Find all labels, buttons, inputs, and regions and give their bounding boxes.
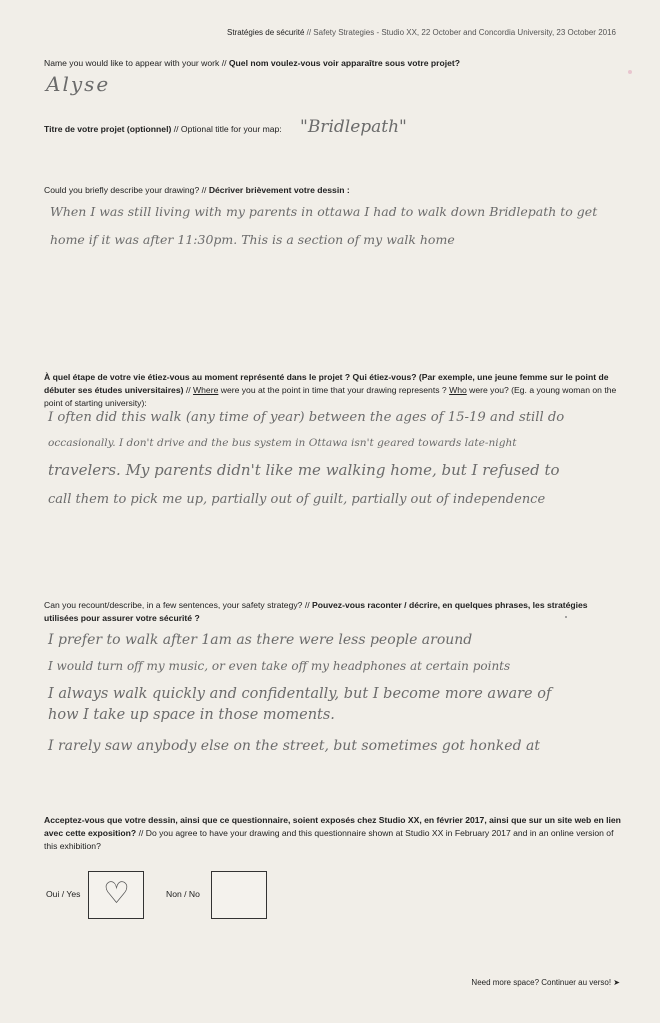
answer-description-line: home if it was after 11:30pm. This is a section of my walk home <box>50 232 455 247</box>
separator: // <box>136 828 146 838</box>
header-title-en: // Safety Strategies - Studio XX, 22 October and Concordia University, 23 October 2016 <box>306 28 616 37</box>
separator: // <box>219 58 229 68</box>
question-life-stage-en-who: Who <box>449 385 467 395</box>
question-life-stage-en-part: were you at the point in time that your drawing represents ? <box>218 385 450 395</box>
question-life-stage-en-part: were you? (Eg. a young woman on the point of starting university): <box>44 385 617 408</box>
page-footer <box>471 978 620 987</box>
consent-no-box[interactable] <box>211 871 267 919</box>
question-life-stage-en-where: Where <box>193 385 219 395</box>
heart-icon: ♡ <box>103 876 130 911</box>
consent-yes-label: Oui / Yes <box>46 889 81 899</box>
question-safety-strategy <box>44 599 624 625</box>
question-safety-strategy-fr: Pouvez-vous raconter / décrire, en quelques phrases, les stratégies utilisées pour assurer votre sécurité ? <box>44 600 588 623</box>
question-description-fr: Décriver brièvement votre dessin : <box>208 185 350 195</box>
question-name <box>44 57 624 70</box>
question-name-fr: Quel nom voulez-vous voir apparaître sous votre projet? <box>228 58 460 68</box>
answer-safety-line: I prefer to walk after 1am as there were less people around <box>48 632 473 648</box>
header-title-fr: Stratégies de sécurité <box>227 28 305 37</box>
question-life-stage <box>44 371 624 410</box>
question-description <box>44 184 624 197</box>
consent-no-label: Non / No <box>166 889 200 899</box>
page-header <box>227 28 616 37</box>
answer-safety-line: I rarely saw anybody else on the street, but sometimes got honked at <box>48 738 540 754</box>
answer-life-stage-line: travelers. My parents didn't like me walking home, but I refused to <box>48 461 560 479</box>
answer-name: Alyse <box>46 72 111 96</box>
answer-title: "Bridlepath" <box>300 117 407 137</box>
question-title-fr: Titre de votre projet (optionnel) <box>44 124 172 134</box>
consent-yes-box[interactable] <box>88 871 144 919</box>
question-consent <box>44 814 624 853</box>
separator: // <box>302 600 312 610</box>
separator: // <box>183 385 194 395</box>
question-name-en: Name you would like to appear with your work <box>44 58 220 68</box>
answer-life-stage-line: occasionally. I don't drive and the bus system in Ottawa isn't geared towards late-night <box>48 437 517 449</box>
answer-life-stage-line: call them to pick me up, partially out of guilt, partially out of independence <box>48 492 546 507</box>
answer-safety-line: I would turn off my music, or even take off my headphones at certain points <box>48 659 511 673</box>
question-consent-fr: Acceptez-vous que votre dessin, ainsi que ce questionnaire, soient exposés chez Studio XX, en février 2017, ainsi que sur un site web en lien avec cette exposition? <box>44 815 621 838</box>
footer-text: Need more space? Continuer au verso! <box>471 978 612 987</box>
answer-safety-line: I always walk quickly and confidentally, but I become more aware of <box>48 686 552 702</box>
arrow-right-icon: ➤ <box>613 978 620 987</box>
answer-description-line: When I was still living with my parents in ottawa I had to walk down Bridlepath to get <box>50 204 598 219</box>
question-consent-en: Do you agree to have your drawing and this questionnaire shown at Studio XX in February 2017 and in an online version of this exhibition? <box>44 828 614 851</box>
question-description-en: Could you briefly describe your drawing? <box>44 185 200 195</box>
separator: // <box>171 124 181 134</box>
question-safety-strategy-en: Can you recount/describe, in a few sentences, your safety strategy? <box>44 600 303 610</box>
answer-life-stage-line: I often did this walk (any time of year) between the ages of 15-19 and still do <box>48 410 565 425</box>
question-life-stage-fr: À quel étape de votre vie étiez-vous au moment représenté dans le projet ? Qui étiez-vous? (Par exemple, une jeune femme sur le point de débuter ses études universitaires) <box>44 372 609 395</box>
separator: // <box>199 185 209 195</box>
answer-safety-line: how I take up space in those moments. <box>48 707 335 723</box>
question-title-en: Optional title for your map: <box>180 124 282 134</box>
paper-speck <box>628 70 632 74</box>
